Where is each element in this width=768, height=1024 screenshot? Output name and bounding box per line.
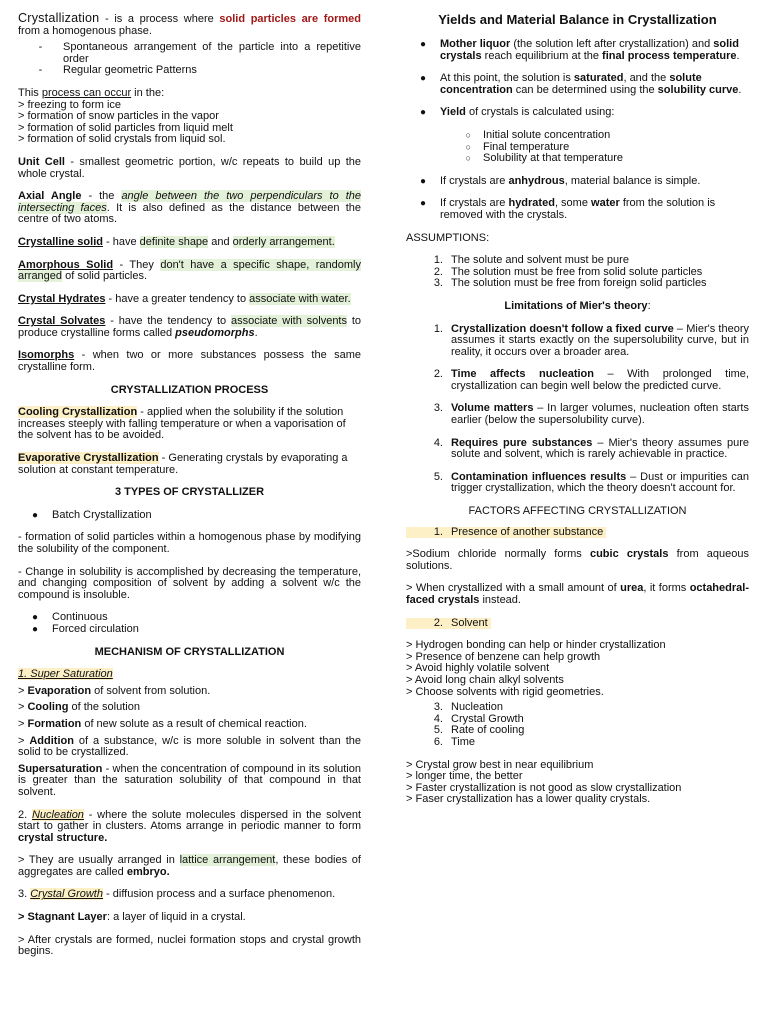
factor-item: 1. Presence of another substance [406,527,749,539]
factor-item: 4. Crystal Growth [433,712,524,725]
intro-dash-list [18,42,361,77]
list-item: 3. The solution must be free from foreign solid particles [433,277,707,290]
factors-more-list [406,702,749,748]
list-item: ● Forced circulation [18,624,361,636]
sodium-chloride-note: >Sodium chloride normally forms cubic crystals from aqueous solutions. [406,548,749,572]
crystal-growth-def: 3. Crystal Growth - diffusion process and a surface phenomenon. [18,888,336,901]
list-item: > formation of solid crystals from liquid sol. [18,133,226,146]
list-item: ● At this point, the solution is saturated, and the solute concentration can be determined using the solubility curve. [406,73,749,96]
list-item: > formation of solid particles from liquid melt [18,121,233,134]
circle-bullet-icon: ○ [465,141,471,152]
axial-angle-def: Axial Angle - the angle between the two perpendiculars to the intersecting faces. It is also defined as the distance between the centre of two atoms. [18,190,362,226]
list-item: 3. Volume matters – In larger volumes, nucleation often starts earlier (below the supersolubility curve). [433,402,749,427]
occur-list [18,100,361,146]
list-item: ● If crystals are hydrated, some water from the solution is removed with the crystals. [406,198,749,221]
batch-desc-1: - formation of solid particles within a homogenous phase by modifying the solubility of the component. [18,531,361,555]
list-item: ● Mother liquor (the solution left after crystallization) and solid crystals reach equilibrium at the final process temperature. [406,39,749,62]
bullet-icon: ● [419,198,427,210]
list-item: ○ Final temperature [406,142,749,154]
assumptions-heading: ASSUMPTIONS: [406,231,490,244]
bullet-icon: ● [31,623,39,635]
factor-item: 5. Rate of cooling [433,724,525,737]
bullet-icon: ● [31,612,39,624]
list-item: > Hydrogen bonding can help or hinder crystallization [406,639,666,652]
list-item: ○ Solubility at that temperature [406,153,749,165]
bullet-icon: ● [419,175,427,187]
limitations-list [406,324,749,496]
solvent-notes [406,640,749,698]
stagnant-layer-note: > Stagnant Layer: a layer of liquid in a crystal. [18,911,246,924]
limitations-heading: Limitations of Mier's theory: [504,299,651,312]
mechanism-heading: MECHANISM OF CRYSTALLIZATION [94,645,285,658]
list-item: > formation of snow particles in the vapor [18,110,219,123]
crystal-solvates-def: Crystal Solvates - have the tendency to associate with solvents to produce crystalline forms called pseudomorphs. [18,315,361,339]
list-item: > Avoid highly volatile solvent [406,662,550,675]
bullet-icon: ● [31,509,39,521]
urea-note: > When crystallized with a small amount of urea, it forms octahedral-faced crystals instead. [406,582,749,606]
batch-desc-2: - Change in solubility is accomplished by decreasing the temperature, and changing composition of solvent by adding a solvent w/c the compound is insoluble. [18,565,361,601]
list-item: ● If crystals are anhydrous, material balance is simple. [406,176,749,188]
left-column [18,13,361,958]
process-heading: CRYSTALLIZATION PROCESS [110,383,269,396]
circle-bullet-icon: ○ [465,153,471,164]
isomorphs-def: Isomorphs - when two or more substances possess the same crystalline form. [18,349,361,374]
crystallization-definition: Crystallization - is a process where solid particles are formed from a homogenous phase. [18,11,361,37]
amorphous-solid-def: Amorphous Solid - They don't have a specific shape, randomly arranged of solid particles. [18,258,361,283]
list-item: ○ Initial solute concentration [406,130,749,142]
list-item: > Avoid long chain alkyl solvents [406,673,564,686]
final-notes [406,760,749,806]
nucleation-def: 2. Nucleation - where the solute molecules dispersed in the solvent start to gather in clusters. Atoms arrange in periodic manner to form crystal structure. [18,808,362,844]
after-crystals-note: > After crystals are formed, nuclei formation stops and crystal growth begins. [18,933,361,958]
list-item: 4. Requires pure substances – Mier's theory assumes pure solute and solvent, which is rarely achievable in practice. [433,436,749,461]
crystallization-term: Crystallization [18,11,100,25]
list-item: > longer time, the better [406,770,523,783]
mech-item: > Addition of a substance, w/c is more soluble in solvent than the solid to be crystallized. [18,734,361,759]
list-item: > Presence of benzene can help growth [406,650,601,663]
page-title: Yields and Material Balance in Crystallization [438,12,717,27]
factor-item: 3. Nucleation [433,701,503,714]
list-item: - Regular geometric Patterns [38,64,197,77]
factor-item: 2. Solvent [406,618,749,630]
list-item: 5. Contamination influences results – Dust or impurities can trigger crystallization, which the theory doesn't account for. [433,470,749,495]
list-item: > freezing to form ice [18,98,122,111]
bullet-icon: ● [419,107,427,119]
list-item: > Crystal grow best in near equilibrium [406,758,594,771]
bullet-icon: ● [419,73,427,85]
list-item: 1. The solute and solvent must be pure [433,254,629,267]
occur-intro: This process can occur in the: [18,86,165,99]
lattice-note: > They are usually arranged in lattice arrangement, these bodies of aggregates are called embryo. [18,854,361,878]
list-item: 1. Crystallization doesn't follow a fixed curve – Mier's theory assumes it starts exactly on the supersolubility curve, but in reality, it occurs over a broader area. [433,322,749,358]
list-item: ● Yield of crystals is calculated using: [406,107,749,119]
list-item: ● Continuous [18,612,361,624]
crystal-hydrates-def: Crystal Hydrates - have a greater tendency to associate with water. [18,292,351,305]
mech-item: > Evaporation of solvent from solution. [18,684,211,697]
bullet-icon: ● [419,39,427,50]
right-column [406,13,749,806]
list-item: ● Batch Crystallization [18,510,361,522]
super-saturation-heading: 1. Super Saturation [18,668,113,681]
list-item: 2. Time affects nucleation – With prolonged time, crystallization can begin well below the predicted curve. [433,368,749,392]
list-item: > Faster crystallization is not good as slow crystallization [406,781,682,794]
assumptions-list [406,255,749,290]
crystalline-solid-def: Crystalline solid - have definite shape and orderly arrangement. [18,235,335,248]
cooling-crystallization: Cooling Crystallization - applied when the solubility if the solution increases steeply with falling temperature or when a vaporisation of the solvent has to be avoided. [18,406,346,442]
yield-list [406,130,749,165]
factor-item: 6. Time [433,735,476,748]
list-item: - Spontaneous arrangement of the particle into a repetitive order [38,41,361,65]
list-item: > Faser crystallization has a lower quality crystals. [406,793,651,806]
factors-heading: FACTORS AFFECTING CRYSTALLIZATION [468,505,687,518]
supersaturation-def: Supersaturation - when the concentration of compound in its solution is greater than the saturation solubility of that compound in that solvent. [18,762,361,798]
mech-item: > Formation of new solute as a result of chemical reaction. [18,717,307,730]
types-heading: 3 TYPES OF CRYSTALLIZER [114,486,265,499]
list-item: > Choose solvents with rigid geometries. [406,685,604,698]
types-more-list [18,612,361,635]
evaporative-crystallization: Evaporative Crystallization - Generating crystals by evaporating a solution at constant temperature. [18,452,348,476]
unit-cell-def: Unit Cell - smallest geometric portion, w/c repeats to build up the whole crystal. [18,155,361,180]
mech-item: > Cooling of the solution [18,701,140,714]
circle-bullet-icon: ○ [465,129,471,140]
list-item: 2. The solution must be free from solid solute particles [433,265,703,278]
